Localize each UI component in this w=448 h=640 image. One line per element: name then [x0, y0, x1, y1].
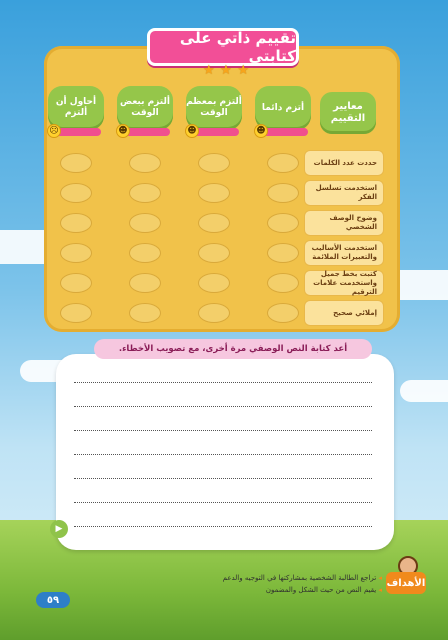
- column-header-always: أتزم دائما: [255, 86, 311, 130]
- writing-line[interactable]: [74, 526, 372, 527]
- rating-oval[interactable]: [60, 153, 92, 173]
- goals-badge: الأهداف: [386, 572, 426, 594]
- column-header-mostly: ألتزم بمعظم الوقت: [186, 86, 242, 130]
- star-icon: ★: [237, 63, 249, 78]
- column-header-sometimes: ألتزم ببعض الوقت: [117, 86, 173, 130]
- writing-line[interactable]: [74, 430, 372, 431]
- criterion-row-1: حددت عدد الكلمات: [304, 150, 384, 176]
- writing-line[interactable]: [74, 454, 372, 455]
- page-title: [147, 28, 299, 66]
- rating-oval[interactable]: [198, 273, 230, 293]
- page-title-text: تقييم ذاتي على كتابتي: [179, 29, 296, 65]
- rating-oval[interactable]: [129, 183, 161, 203]
- writing-line[interactable]: [74, 502, 372, 503]
- rating-oval[interactable]: [267, 213, 299, 233]
- bullet-icon: ◂: [378, 574, 382, 582]
- smiling-face-icon: ☻: [185, 124, 199, 138]
- writing-area[interactable]: [56, 354, 394, 550]
- rating-oval[interactable]: [60, 183, 92, 203]
- smiling-face-icon: ☻: [254, 124, 268, 138]
- goal-item-2: ◂ يقيم النص من حيث الشكل والمضمون: [265, 586, 382, 594]
- instruction-banner: أعد كتابة النص الوصفي مرة أخرى، مع تصويب الأخطاء.: [94, 339, 372, 359]
- writing-line[interactable]: [74, 406, 372, 407]
- rating-oval[interactable]: [267, 303, 299, 323]
- neutral-face-icon: ☻: [116, 124, 130, 138]
- rating-oval[interactable]: [60, 273, 92, 293]
- rating-oval[interactable]: [198, 183, 230, 203]
- rating-oval[interactable]: [267, 273, 299, 293]
- goal-item-1: ◂ تراجع الطالبة الشخصية بمشاركتها في التوجيه والدعم: [222, 574, 382, 582]
- rating-oval[interactable]: [129, 243, 161, 263]
- rating-oval[interactable]: [129, 213, 161, 233]
- rating-oval[interactable]: [198, 243, 230, 263]
- page-number: ٥٩: [36, 592, 70, 608]
- criterion-row-2: استخدمت تسلسل الفكر: [304, 180, 384, 206]
- rating-oval[interactable]: [60, 243, 92, 263]
- writing-line[interactable]: [74, 382, 372, 383]
- rating-oval[interactable]: [198, 303, 230, 323]
- rating-oval[interactable]: [267, 183, 299, 203]
- criteria-header: معايير التقييم: [320, 92, 376, 134]
- rating-oval[interactable]: [267, 243, 299, 263]
- rating-oval[interactable]: [198, 153, 230, 173]
- criterion-row-6: إملائي صحيح: [304, 300, 384, 326]
- rating-oval[interactable]: [267, 153, 299, 173]
- rating-oval[interactable]: [129, 153, 161, 173]
- rating-oval[interactable]: [198, 213, 230, 233]
- writing-line[interactable]: [74, 478, 372, 479]
- criterion-row-4: استخدمت الأساليب والتعبيرات الملائمة: [304, 240, 384, 266]
- rating-oval[interactable]: [129, 303, 161, 323]
- sad-face-icon: ☹: [47, 124, 61, 138]
- rating-oval[interactable]: [129, 273, 161, 293]
- column-header-trying: أحاول أن ألتزم: [48, 86, 104, 130]
- rating-oval[interactable]: [60, 213, 92, 233]
- star-icon: ★: [203, 63, 215, 78]
- bullet-icon: ◂: [378, 586, 382, 594]
- rating-oval[interactable]: [60, 303, 92, 323]
- title-stars: [203, 64, 249, 78]
- criterion-row-5: كتبت بخط جميل واستخدمت علامات الترقيم: [304, 270, 384, 296]
- cloud: [400, 380, 448, 402]
- star-icon: ★: [220, 63, 232, 78]
- play-icon[interactable]: ▶: [50, 520, 68, 538]
- criterion-row-3: وضوح الوصف الشخصي: [304, 210, 384, 236]
